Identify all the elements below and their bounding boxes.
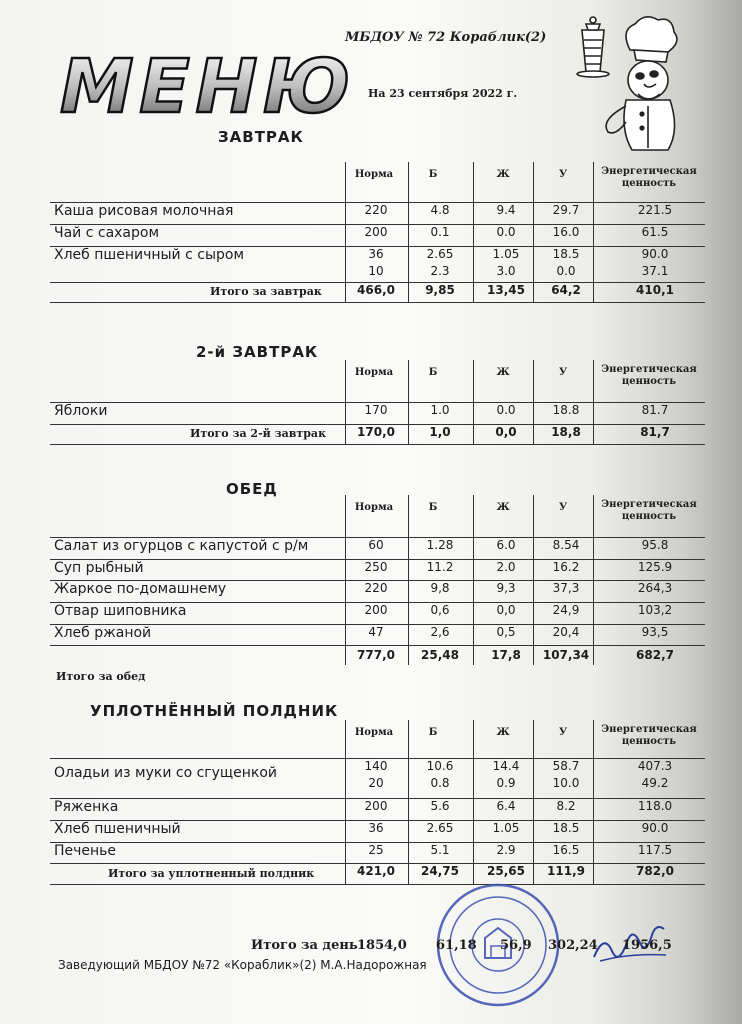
value-u: 58.7 [552,759,580,773]
table-row [50,264,705,284]
value-b: 11.2 [426,560,454,574]
table-row [50,402,705,423]
total-b: 9,85 [425,283,455,297]
total-energy: 81,7 [640,425,670,439]
dish-name: Суп рыбный [54,560,144,576]
total-label: Итого за уплотненный полдник [108,867,315,880]
dish-name: Печенье [54,843,117,859]
value-norm: 36 [368,821,384,835]
breakfast2-header [345,360,705,394]
table-row [50,842,705,863]
value-energy: 37.1 [641,264,669,278]
value-zh: 2.0 [496,560,516,574]
value-energy: 103,2 [637,603,673,617]
value-energy: 125.9 [637,560,673,574]
total-b: 25,48 [421,648,459,662]
col-b: Б [428,169,438,180]
col-zh: Ж [496,727,510,738]
value-energy: 93,5 [641,625,669,639]
value-b: 5.6 [430,799,450,813]
dish-name: Оладьи из муки со сгущенкой [54,765,277,781]
dish-name: Салат из огурцов с капустой с р/м [54,538,309,554]
col-norm: Норма [354,502,394,513]
value-zh: 6.0 [496,538,516,552]
value-norm: 36 [368,247,384,261]
total-norm: 777,0 [357,648,395,662]
value-u: 16.2 [552,560,580,574]
grid-line [345,495,346,665]
table-row [50,776,705,796]
value-b: 0.8 [430,776,450,790]
day-total-b: 61,18 [436,938,477,953]
table-bottom-rule [50,444,705,445]
total-b: 24,75 [421,864,459,878]
total-energy: 410,1 [636,283,674,297]
section-title-snack: УПЛОТНЁННЫЙ ПОЛДНИК [90,702,339,720]
col-zh: Ж [496,502,510,513]
value-norm: 10 [368,264,384,278]
value-b: 2,6 [430,625,450,639]
value-u: 8.54 [552,538,580,552]
value-u: 0.0 [556,264,576,278]
value-b: 2.65 [426,247,454,261]
value-norm: 250 [364,560,388,574]
col-u: У [558,502,568,513]
col-b: Б [428,502,438,513]
value-zh: 2.9 [496,843,516,857]
col-b: Б [428,367,438,378]
value-zh: 3.0 [496,264,516,278]
menu-title-logo [56,42,356,124]
dish-name: Отвар шиповника [54,603,187,619]
value-u: 18.5 [552,821,580,835]
day-total-u: 302,24 [548,938,598,953]
dish-name: Чай с сахаром [54,225,160,241]
total-zh: 17,8 [491,648,521,662]
col-energy: Энергетическая ценность [601,166,697,189]
total-zh: 13,45 [487,283,525,297]
lunch-header [345,495,705,529]
col-u: У [558,727,568,738]
grid-line [533,495,534,665]
value-norm: 20 [368,776,384,790]
dish-name: Хлеб пшеничный [54,821,181,837]
value-zh: 0,5 [496,625,516,639]
grid-line [593,360,594,444]
value-energy: 264,3 [637,581,673,595]
dish-name: Яблоки [54,403,108,419]
total-row [50,282,705,303]
grid-line [473,162,474,302]
table-bottom-rule [50,884,705,885]
dish-name: Хлеб ржаной [54,625,152,641]
col-u: У [558,169,568,180]
value-norm: 200 [364,603,388,617]
col-norm: Норма [354,367,394,378]
grid-line [473,720,474,884]
dish-name: Жаркое по-домашнему [54,581,227,597]
table-row [50,559,705,580]
value-b: 0,6 [430,603,450,617]
table-row [50,624,705,645]
value-norm: 47 [368,625,384,639]
value-norm: 220 [364,581,388,595]
col-b: Б [428,727,438,738]
col-u: У [558,367,568,378]
total-u: 64,2 [551,283,581,297]
table-row [50,602,705,623]
col-norm: Норма [354,727,394,738]
grid-line [408,720,409,884]
grid-line [345,720,346,884]
table-row [50,820,705,841]
col-norm: Норма [354,169,394,180]
value-u: 16.5 [552,843,580,857]
value-energy: 95.8 [641,538,669,552]
value-norm: 60 [368,538,384,552]
breakfast-header [345,162,705,196]
value-u: 18.8 [552,403,580,417]
grid-line [533,720,534,884]
value-b: 5.1 [430,843,450,857]
grid-line [408,162,409,302]
dish-name: Ряженка [54,799,119,815]
grid-line [345,360,346,444]
total-norm: 170,0 [357,425,395,439]
value-norm: 200 [364,225,388,239]
total-u: 107,34 [542,648,590,662]
value-energy: 221.5 [637,203,673,217]
value-zh: 14.4 [492,759,520,773]
total-row [50,424,705,445]
value-u: 37,3 [552,581,580,595]
value-b: 0.1 [430,225,450,239]
grid-line [473,495,474,665]
value-u: 16.0 [552,225,580,239]
value-u: 29.7 [552,203,580,217]
value-zh: 1.05 [492,821,520,835]
table-row [50,798,705,819]
value-energy: 117.5 [637,843,673,857]
total-norm: 466,0 [357,283,395,297]
value-energy: 407.3 [637,759,673,773]
total-energy: 782,0 [636,864,674,878]
grid-line [408,495,409,665]
grid-line [593,495,594,665]
value-b: 9,8 [430,581,450,595]
grid-line [473,360,474,444]
table-bottom-rule [50,302,705,303]
section-title-breakfast2: 2-й ЗАВТРАК [196,343,319,361]
total-energy: 682,7 [636,648,674,662]
total-u: 111,9 [547,864,585,878]
col-zh: Ж [496,367,510,378]
total-u: 18,8 [551,425,581,439]
menu-date: На 23 сентября 2022 г. [368,87,518,100]
grid-line [345,162,346,302]
total-b: 1,0 [429,425,451,439]
value-zh: 9,3 [496,581,516,595]
snack-header [345,720,705,754]
value-b: 2.3 [430,264,450,278]
section-title-lunch: ОБЕД [226,480,278,498]
grid-line [593,720,594,884]
table-row [50,580,705,601]
value-b: 1.0 [430,403,450,417]
total-row [50,645,705,686]
value-norm: 140 [364,759,388,773]
value-energy: 90.0 [641,821,669,835]
total-zh: 25,65 [487,864,525,878]
value-zh: 0.0 [496,225,516,239]
value-energy: 118.0 [637,799,673,813]
value-norm: 200 [364,799,388,813]
value-u: 20,4 [552,625,580,639]
grid-line [593,162,594,302]
value-b: 4.8 [430,203,450,217]
value-norm: 220 [364,203,388,217]
grid-line [533,162,534,302]
total-label: Итого за обед [56,670,146,683]
value-u: 10.0 [552,776,580,790]
value-u: 24,9 [552,603,580,617]
table-row [50,202,705,223]
section-title-breakfast: ЗАВТРАК [218,128,304,146]
day-total-label: Итого за день [251,938,358,953]
total-row [50,863,705,884]
day-total-norm: 1854,0 [357,938,407,953]
value-energy: 90.0 [641,247,669,261]
signature-line: Заведующий МБДОУ №72 «Кораблик»(2) М.А.Надорожная [58,958,427,972]
value-zh: 1.05 [492,247,520,261]
menu-title-text: МЕНЮ [60,44,350,124]
col-energy: Энергетическая ценность [601,724,697,747]
value-b: 2.65 [426,821,454,835]
col-energy: Энергетическая ценность [601,499,697,522]
value-b: 1.28 [426,538,454,552]
grid-line [533,360,534,444]
value-u: 18.5 [552,247,580,261]
dish-name: Каша рисовая молочная [54,203,234,219]
day-total-zh: 56,9 [500,938,532,953]
institution-name: МБДОУ № 72 Кораблик(2) [345,30,547,45]
value-b: 10.6 [426,759,454,773]
day-total-energy: 1956,5 [622,938,672,953]
col-zh: Ж [496,169,510,180]
value-zh: 0.9 [496,776,516,790]
dish-name: Хлеб пшеничный с сыром [54,247,245,263]
total-zh: 0,0 [495,425,517,439]
total-label: Итого за завтрак [210,285,322,298]
value-u: 8.2 [556,799,576,813]
value-zh: 6.4 [496,799,516,813]
col-energy: Энергетическая ценность [601,364,697,387]
value-zh: 9.4 [496,203,516,217]
value-energy: 61.5 [641,225,669,239]
table-row [50,537,705,558]
value-zh: 0.0 [496,403,516,417]
table-row [50,224,705,245]
value-energy: 49.2 [641,776,669,790]
total-label: Итого за 2-й завтрак [190,427,327,440]
grid-line [408,360,409,444]
value-norm: 170 [364,403,388,417]
value-zh: 0,0 [496,603,516,617]
value-energy: 81.7 [641,403,669,417]
chef-illustration [560,10,685,160]
total-norm: 421,0 [357,864,395,878]
value-norm: 25 [368,843,384,857]
